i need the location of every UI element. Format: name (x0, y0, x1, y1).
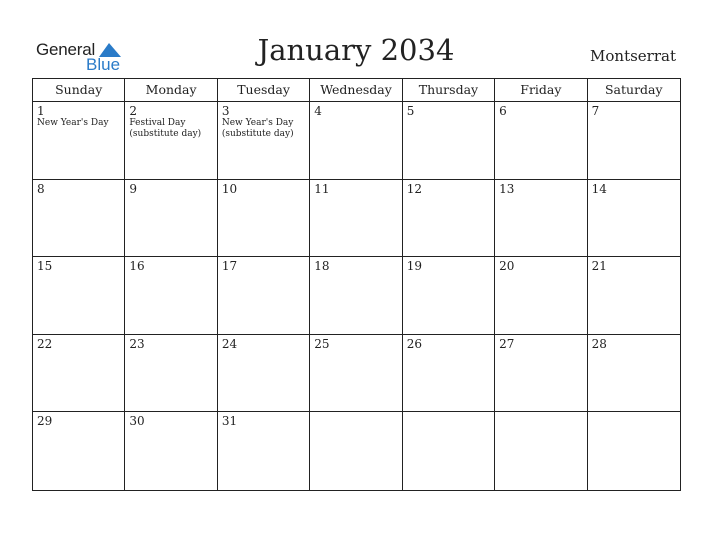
day-number: 26 (406, 336, 422, 351)
holiday-name: New Year's Day (37, 118, 109, 128)
day-cell (218, 102, 310, 180)
day-number: 1 (37, 104, 45, 118)
day-number: 13 (499, 181, 515, 196)
day-cell (588, 412, 680, 490)
day-cell (310, 412, 402, 490)
weekday-header: Thursday (403, 79, 495, 102)
day-cell (310, 102, 402, 180)
day-number: 29 (37, 414, 53, 429)
day-cell (588, 102, 680, 180)
day-number: 4 (314, 104, 322, 118)
day-cell (33, 412, 125, 490)
day-cell (495, 180, 587, 258)
day-cell (403, 257, 495, 335)
day-number: 8 (37, 181, 45, 196)
calendar-title: January 2034 (257, 33, 455, 67)
day-number: 17 (221, 259, 238, 274)
day-cell (33, 102, 125, 180)
day-cell (218, 412, 310, 490)
day-number: 3 (221, 104, 230, 118)
day-number: 7 (591, 104, 600, 118)
day-number: 6 (499, 104, 507, 118)
day-cell (403, 102, 495, 180)
day-number: 15 (37, 259, 53, 274)
day-cell (125, 257, 217, 335)
day-number: 11 (314, 181, 330, 196)
weekday-header: Tuesday (218, 79, 310, 102)
day-number: 24 (221, 336, 238, 351)
day-number: 10 (221, 181, 238, 196)
holiday-name: Festival Day (substitute day) (129, 118, 202, 139)
weekday-header: Wednesday (310, 79, 402, 102)
country-name: Montserrat (590, 47, 676, 65)
day-number: 22 (37, 336, 53, 351)
day-number: 12 (406, 181, 422, 196)
day-number: 9 (129, 181, 138, 196)
day-cell (125, 412, 217, 490)
day-cell (310, 335, 402, 413)
day-cell (310, 257, 402, 335)
day-number: 28 (591, 336, 607, 351)
logo-general-text: General (36, 40, 96, 59)
day-cell (495, 257, 587, 335)
day-cell (33, 335, 125, 413)
logo-blue-text: Blue (86, 55, 121, 74)
day-number: 31 (221, 414, 238, 429)
day-cell (588, 180, 680, 258)
day-number: 5 (406, 104, 415, 118)
day-cell (588, 257, 680, 335)
day-number: 16 (129, 259, 145, 274)
day-cell (310, 180, 402, 258)
weekday-header: Friday (495, 79, 587, 102)
day-cell (33, 180, 125, 258)
day-number: 25 (314, 336, 330, 351)
day-cell (218, 180, 310, 258)
day-number: 18 (314, 259, 330, 274)
weekday-header: Sunday (33, 79, 125, 102)
day-cell (495, 335, 587, 413)
day-cell (403, 335, 495, 413)
day-cell (495, 412, 587, 490)
day-cell (125, 180, 217, 258)
day-number: 2 (129, 104, 138, 118)
day-cell (588, 335, 680, 413)
day-cell (403, 412, 495, 490)
weekday-header: Saturday (588, 79, 680, 102)
day-cell (495, 102, 587, 180)
day-cell (33, 257, 125, 335)
weekday-header: Monday (125, 79, 217, 102)
day-number: 23 (129, 336, 145, 351)
day-number: 20 (499, 259, 515, 274)
day-number: 30 (129, 414, 145, 429)
day-cell (125, 335, 217, 413)
day-cell (218, 335, 310, 413)
day-number: 27 (499, 336, 515, 351)
day-number: 14 (591, 181, 607, 196)
calendar-grid (32, 78, 681, 491)
day-cell (218, 257, 310, 335)
day-cell (403, 180, 495, 258)
day-cell (125, 102, 217, 180)
day-number: 21 (591, 259, 607, 274)
holiday-name: New Year's Day (substitute day) (221, 118, 294, 139)
day-number: 19 (406, 259, 422, 274)
